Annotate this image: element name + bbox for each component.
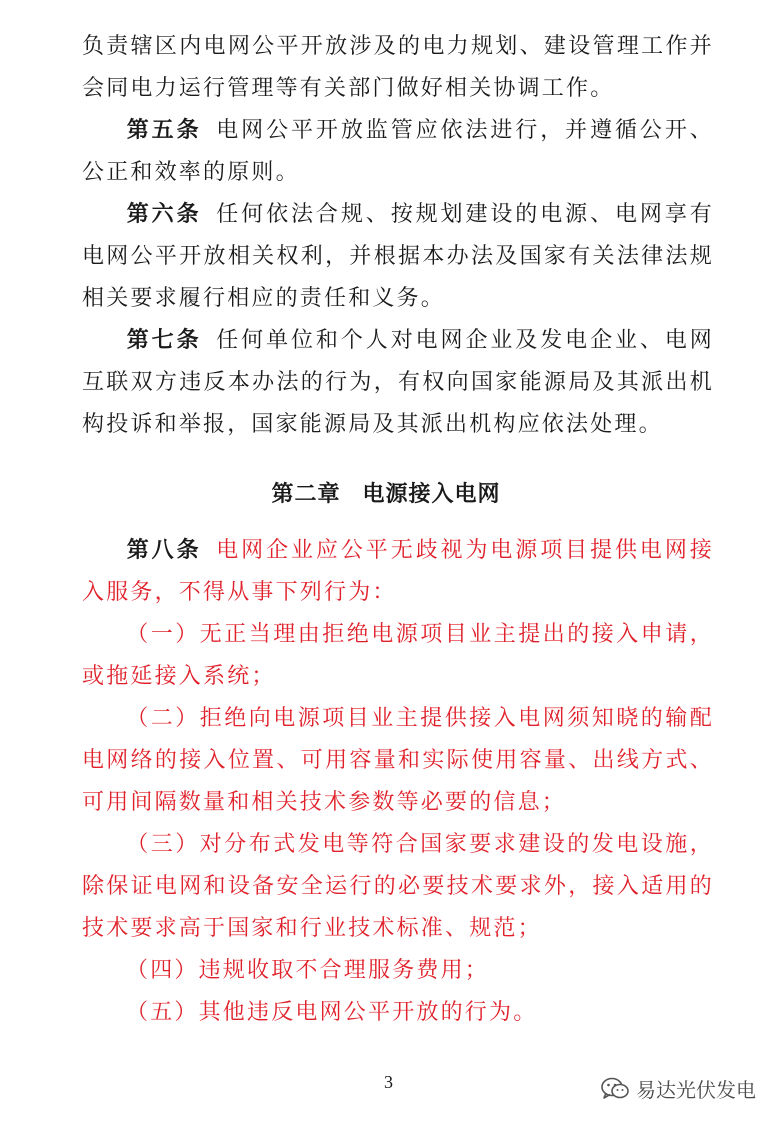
article-8-item-3 bbox=[82, 824, 714, 950]
article-heading: 第五条 bbox=[126, 118, 202, 143]
article-7 bbox=[82, 320, 714, 446]
page-number: 3 bbox=[384, 1072, 393, 1092]
article-text: 电网公平开放监管应依法进行，并遵循公开、公正和效率的原则。 bbox=[82, 118, 714, 185]
paragraph-text: 负责辖区内电网公平开放涉及的电力规划、建设管理工作并会同电力运行管理等有关部门做好相关协调工作。 bbox=[82, 34, 714, 101]
article-8-item-1 bbox=[82, 614, 714, 698]
list-item: （二）拒绝向电源项目业主提供接入电网须知晓的输配电网络的接入位置、可用容量和实际使用容量、出线方式、可用间隔数量和相关技术参数等必要的信息； bbox=[82, 706, 714, 815]
article-8 bbox=[82, 530, 714, 614]
list-item: （三）对分布式发电等符合国家要求建设的发电设施，除保证电网和设备安全运行的必要技术要求外，接入适用的技术要求高于国家和行业技术标准、规范； bbox=[82, 832, 714, 941]
article-text: 电网企业应公平无歧视为电源项目提供电网接入服务，不得从事下列行为： bbox=[82, 538, 714, 605]
chapter-heading bbox=[0, 478, 772, 512]
paragraph-continuation bbox=[82, 26, 714, 110]
article-8-item-2 bbox=[82, 698, 714, 824]
watermark bbox=[600, 1074, 756, 1103]
watermark-text: 易达光伏发电 bbox=[636, 1078, 756, 1102]
list-item: （一）无正当理由拒绝电源项目业主提出的接入申请，或拖延接入系统； bbox=[82, 622, 714, 689]
article-5 bbox=[82, 110, 714, 194]
article-text: 任何依法合规、按规划建设的电源、电网享有电网公平开放相关权利，并根据本办法及国家有关法律法规相关要求履行相应的责任和义务。 bbox=[82, 202, 714, 311]
article-heading: 第六条 bbox=[126, 202, 202, 227]
list-item: （五）其他违反电网公平开放的行为。 bbox=[126, 1000, 538, 1025]
article-6 bbox=[82, 194, 714, 320]
article-heading: 第七条 bbox=[126, 328, 202, 353]
chapter-number: 第二章 bbox=[271, 482, 341, 507]
article-8-item-5 bbox=[82, 992, 714, 1034]
article-heading: 第八条 bbox=[126, 538, 202, 563]
article-text: 任何单位和个人对电网企业及发电企业、电网互联双方违反本办法的行为，有权向国家能源局及其派出机构投诉和举报，国家能源局及其派出机构应依法处理。 bbox=[82, 328, 714, 437]
wechat-icon bbox=[600, 1076, 630, 1102]
article-8-item-4 bbox=[82, 950, 714, 992]
list-item: （四）违规收取不合理服务费用； bbox=[126, 958, 490, 983]
chapter-title: 电源接入电网 bbox=[362, 482, 501, 507]
